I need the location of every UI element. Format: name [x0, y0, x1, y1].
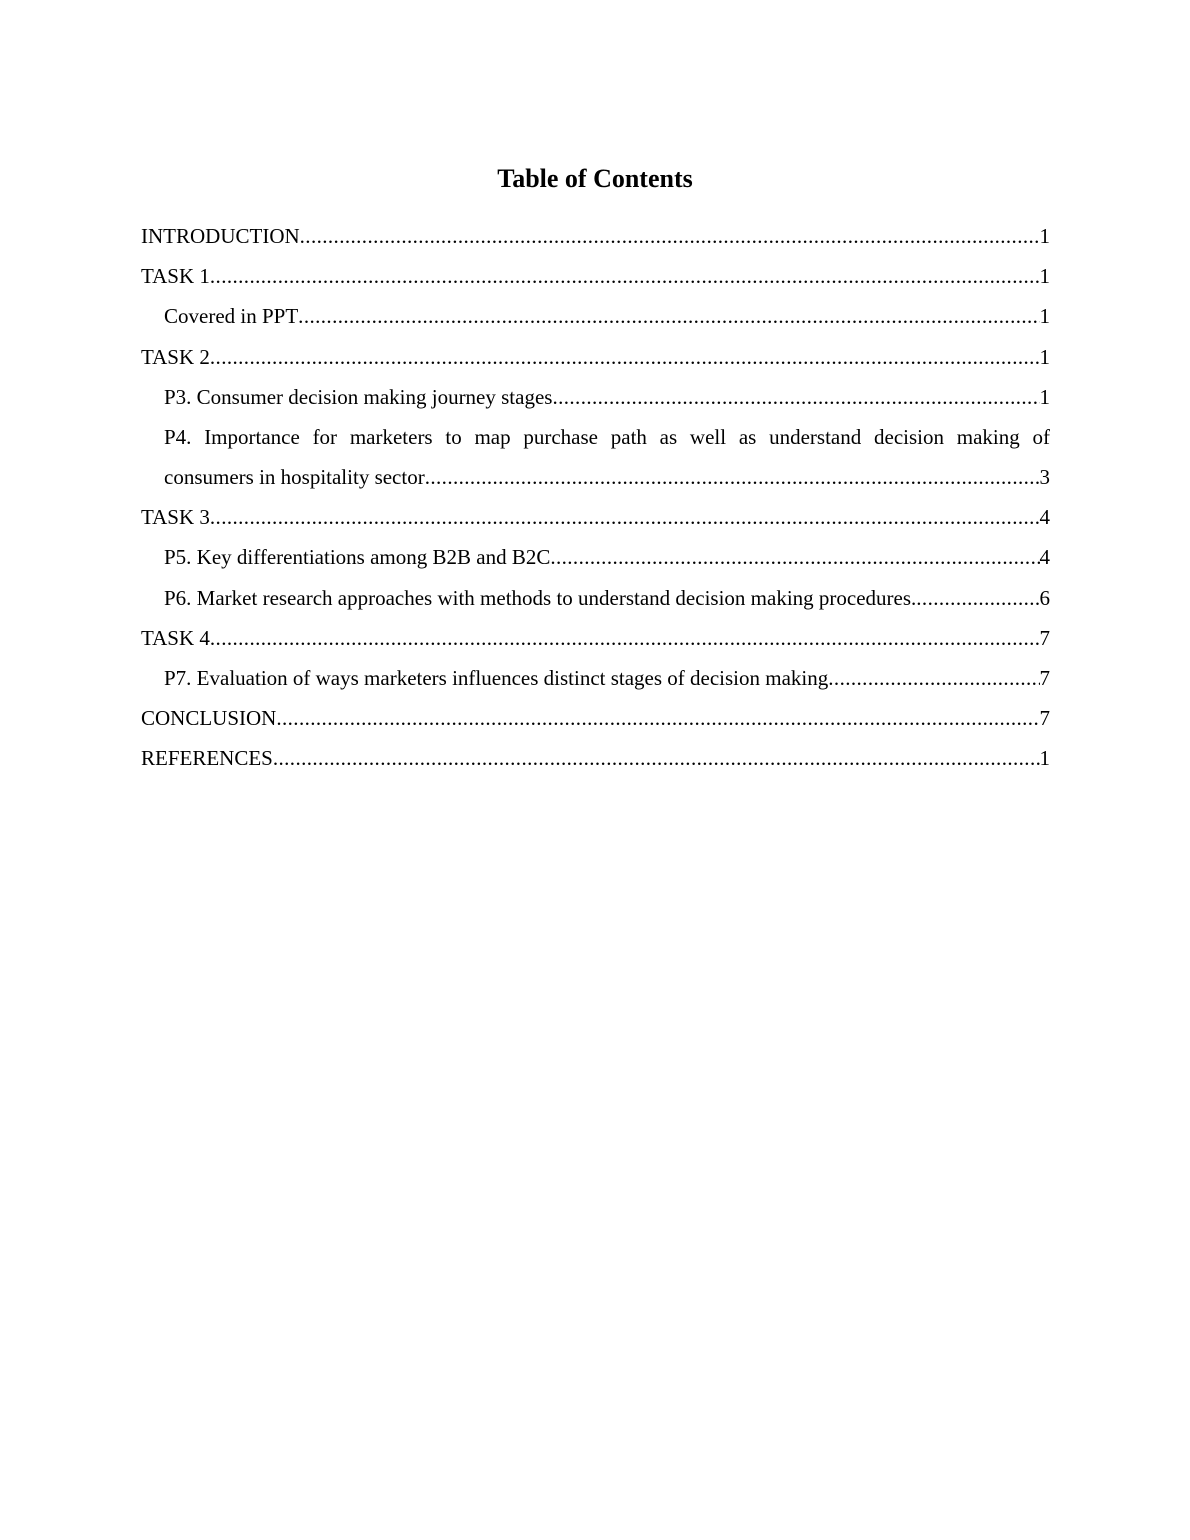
dot-leader — [425, 457, 1040, 497]
dot-leader — [210, 256, 1040, 296]
toc-entry-p5[interactable] — [141, 538, 1050, 578]
toc-entry-label: TASK 2 — [141, 344, 210, 369]
toc-entry-label: TASK 1 — [141, 264, 210, 289]
dot-leader — [210, 497, 1040, 537]
toc-page-number: 4 — [1039, 505, 1050, 530]
toc-page-number: 1 — [1039, 304, 1050, 329]
toc-entry-p7[interactable] — [141, 658, 1050, 698]
toc-entry-label: P3. Consumer decision making journey stages — [164, 384, 553, 409]
toc-entry-introduction[interactable] — [141, 216, 1050, 256]
dot-leader — [552, 377, 1039, 417]
toc-entry-label: P6. Market research approaches with methods to understand decision making procedures. — [164, 585, 917, 610]
toc-entry-task-4[interactable] — [141, 618, 1050, 658]
toc-entry-label: CONCLUSION — [141, 706, 277, 731]
toc-page-number: 3 — [1039, 465, 1050, 490]
toc-entry-conclusion[interactable] — [141, 698, 1050, 738]
toc-entry-covered-in-ppt[interactable] — [141, 296, 1050, 336]
toc-entry-label: INTRODUCTION — [141, 223, 300, 248]
toc-page-number: 1 — [1039, 223, 1050, 248]
dot-leader — [276, 698, 1039, 738]
toc-page-number: 6 — [1039, 585, 1050, 610]
toc-entry-p3[interactable] — [141, 377, 1050, 417]
toc-page-number: 1 — [1039, 746, 1050, 771]
toc-entry-label: Covered in PPT — [164, 304, 299, 329]
toc-page-number: 7 — [1039, 666, 1050, 691]
toc-page-number: 7 — [1039, 706, 1050, 731]
toc-list — [141, 216, 1050, 779]
toc-page-number: 1 — [1039, 384, 1050, 409]
toc-entry-p6[interactable] — [141, 578, 1050, 618]
dot-leader — [210, 618, 1040, 658]
toc-entry-task-3[interactable] — [141, 497, 1050, 537]
toc-entry-task-1[interactable] — [141, 256, 1050, 296]
toc-page-number: 4 — [1039, 545, 1050, 570]
dot-leader — [298, 296, 1039, 336]
toc-page-number: 7 — [1039, 625, 1050, 650]
toc-entry-label: P5. Key differentiations among B2B and B2C — [164, 545, 551, 570]
dot-leader — [273, 738, 1040, 778]
dot-leader — [828, 658, 1039, 698]
toc-page-number: 1 — [1039, 264, 1050, 289]
toc-entry-label: REFERENCES — [141, 746, 273, 771]
dot-leader — [210, 337, 1040, 377]
toc-entry-p4[interactable] — [141, 417, 1050, 497]
toc-entry-task-2[interactable] — [141, 337, 1050, 377]
toc-page-number: 1 — [1039, 344, 1050, 369]
toc-entry-label: TASK 3 — [141, 505, 210, 530]
toc-entry-label-line-2-row — [164, 457, 1050, 497]
dot-leader — [916, 578, 1039, 618]
dot-leader — [300, 216, 1040, 256]
toc-entry-label: TASK 4 — [141, 625, 210, 650]
dot-leader — [550, 538, 1039, 578]
toc-entry-label-line-2: consumers in hospitality sector — [164, 465, 425, 490]
toc-entry-label: P7. Evaluation of ways marketers influences distinct stages of decision making — [164, 666, 829, 691]
toc-title: Table of Contents — [497, 164, 693, 193]
toc-entry-label-line-1: P4. Importance for marketers to map purchase path as well as understand decision making of — [164, 424, 1050, 449]
toc-entry-references[interactable] — [141, 738, 1050, 778]
